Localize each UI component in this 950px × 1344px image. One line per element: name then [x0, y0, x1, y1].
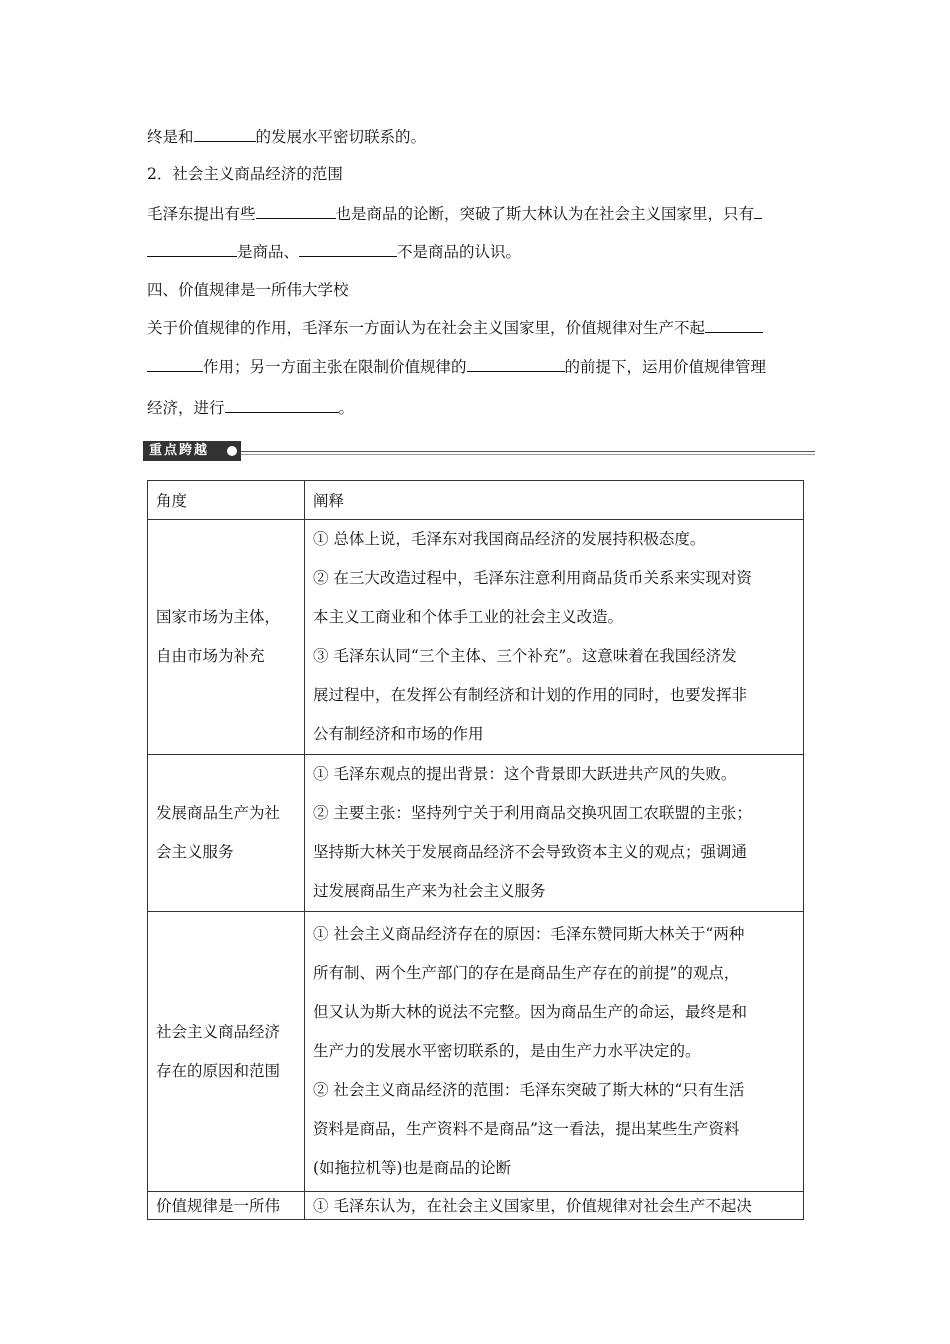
section-bar — [143, 441, 815, 463]
section-heading-4: 四、价值规律是一所伟大学校 — [147, 281, 349, 299]
bullet-dot-icon — [227, 446, 237, 456]
text-fragment: 的发展水平密切联系的。 — [255, 128, 427, 146]
text-fragment: 作用；另一方面主张在限制价值规律的 — [203, 358, 467, 376]
text-line-8 — [147, 398, 354, 418]
fill-blank — [705, 318, 763, 333]
angle-line: 存在的原因和范围 — [156, 1061, 281, 1080]
table-row — [148, 1192, 804, 1220]
section-heading-2: 2．社会主义商品经济的范围 — [147, 165, 343, 183]
text-fragment: 终是和 — [147, 128, 194, 146]
angle-line: 发展商品生产为社 — [156, 804, 281, 822]
divider — [241, 454, 815, 455]
text-line-4 — [147, 242, 521, 262]
explanation-line: 过发展商品生产来为社会主义服务 — [313, 882, 546, 900]
key-points-table — [147, 480, 804, 1220]
table-row — [148, 912, 804, 1192]
text-fragment: 的前提下，运用价值规律管理 — [564, 358, 767, 376]
table-row — [148, 755, 804, 912]
explanation-line: ② 在三大改造过程中，毛泽东注意利用商品货币关系来实现对资 — [313, 569, 752, 587]
explanation-cell — [305, 912, 804, 1192]
text-fragment: 。 — [338, 399, 355, 417]
text-fragment: 经济，进行 — [147, 399, 225, 417]
explanation-line: 本主义工商业和个体手工业的社会主义改造。 — [313, 608, 624, 626]
explanation-line: 但又认为斯大林的说法不完整。因为商品生产的命运，最终是和 — [313, 1003, 748, 1021]
fill-blank — [194, 127, 256, 142]
explanation-line: 所有制、两个生产部门的存在是商品生产存在的前提”的观点， — [313, 964, 740, 982]
table-header-cell: 阐释 — [305, 481, 804, 520]
angle-cell — [148, 755, 305, 912]
fill-blank — [147, 357, 203, 372]
explanation-line: 生产力的发展水平密切联系的，是由生产力水平决定的。 — [313, 1042, 701, 1060]
explanation-line: 资料是商品，生产资料不是商品”这一看法，提出某些生产资料 — [313, 1120, 740, 1138]
explanation-cell — [305, 755, 804, 912]
angle-cell — [148, 912, 305, 1192]
table-row — [148, 520, 804, 755]
text-line-3 — [147, 204, 762, 224]
explanation-line: ① 毛泽东认为，在社会主义国家里，价值规律对社会生产不起决 — [313, 1196, 752, 1215]
explanation-line: ① 毛泽东观点的提出背景：这个背景即大跃进共产风的失败。 — [313, 765, 737, 783]
table-header-row — [148, 481, 804, 520]
angle-line: 会主义服务 — [156, 843, 234, 861]
text-line-7 — [147, 357, 766, 377]
fill-blank — [299, 242, 397, 257]
explanation-line: ③ 毛泽东认同“三个主体、三个补充”。这意味着在我国经济发 — [313, 647, 737, 665]
divider — [241, 451, 815, 452]
text-line-1 — [147, 127, 426, 147]
section-label: 重点跨越 — [149, 443, 210, 458]
angle-line: 国家市场为主体， — [156, 608, 281, 626]
text-fragment: 毛泽东提出有些 — [147, 205, 256, 223]
angle-cell — [148, 1192, 305, 1220]
explanation-cell — [305, 520, 804, 755]
fill-blank — [467, 357, 565, 372]
explanation-cell — [305, 1192, 804, 1220]
explanation-line: ① 总体上说，毛泽东对我国商品经济的发展持积极态度。 — [313, 530, 706, 548]
angle-line: 价值规律是一所伟 — [156, 1196, 281, 1215]
angle-cell — [148, 520, 305, 755]
explanation-line: (如拖拉机等)也是商品的论断 — [313, 1159, 512, 1177]
explanation-line: ① 社会主义商品经济存在的原因：毛泽东赞同斯大林关于“两种 — [313, 925, 745, 943]
fill-blank — [256, 204, 336, 219]
angle-line: 自由市场为补充 — [156, 647, 265, 665]
fill-blank — [225, 398, 339, 413]
explanation-line: 坚持斯大林关于发展商品经济不会导致资本主义的观点；强调通 — [313, 843, 748, 861]
explanation-line: 展过程中，在发挥公有制经济和计划的作用的同时，也要发挥非 — [313, 686, 748, 704]
explanation-line: ② 主要主张：坚持列宁关于利用商品交换巩固工农联盟的主张； — [313, 804, 752, 822]
text-fragment: 也是商品的论断，突破了斯大林认为在社会主义国家里，只有 — [335, 205, 755, 223]
text-fragment: 关于价值规律的作用，毛泽东一方面认为在社会主义国家里，价值规律对生产不起 — [147, 319, 706, 337]
text-line-6 — [147, 318, 763, 338]
explanation-line: ② 社会主义商品经济的范围：毛泽东突破了斯大林的“只有生活 — [313, 1081, 745, 1099]
explanation-line: 公有制经济和市场的作用 — [313, 725, 484, 743]
text-fragment: 是商品、 — [237, 243, 300, 261]
angle-line: 社会主义商品经济 — [156, 1022, 281, 1041]
table-header-cell: 角度 — [148, 481, 305, 520]
fill-blank — [754, 204, 762, 219]
text-fragment: 不是商品的认识。 — [397, 243, 522, 261]
fill-blank — [147, 242, 237, 257]
